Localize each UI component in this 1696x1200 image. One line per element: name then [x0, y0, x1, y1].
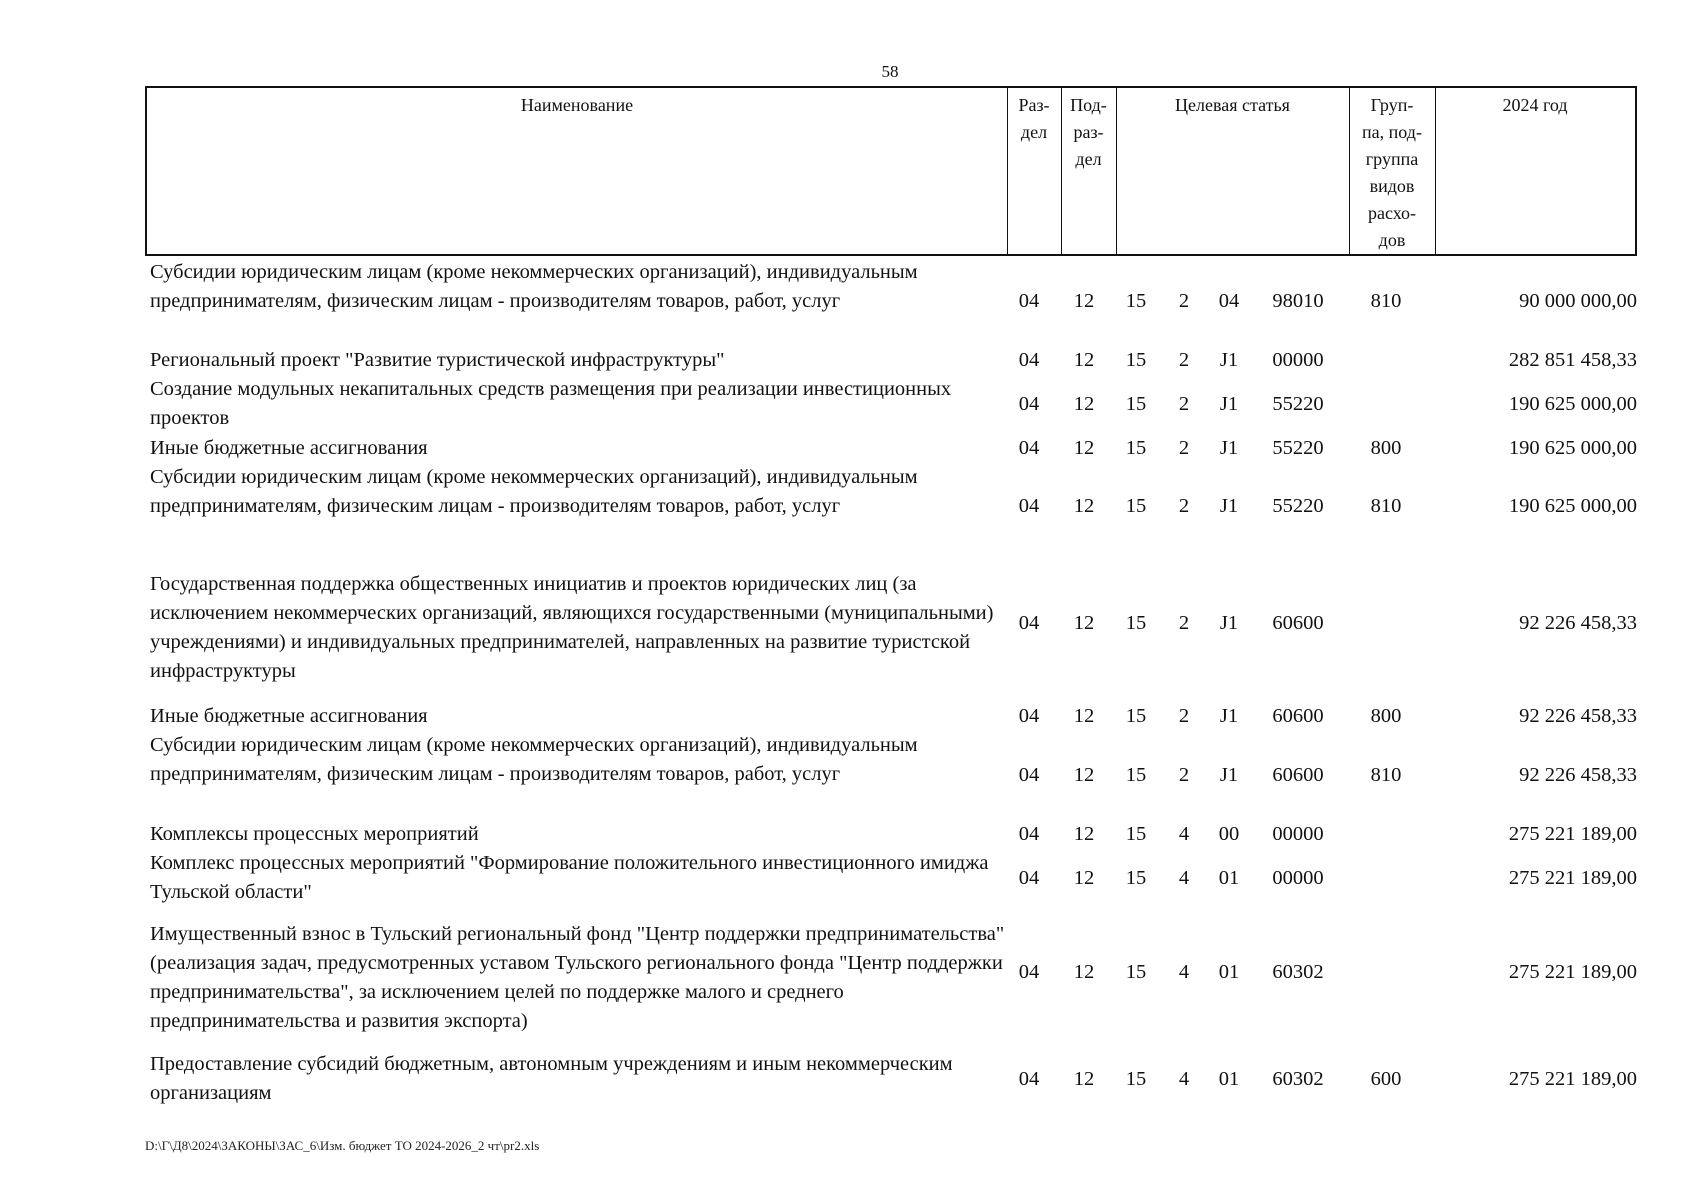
program-code-cell: 15 [1125, 866, 1147, 889]
direction-code-cell: 60600 [1272, 704, 1324, 727]
subsection-cell: 12 [1073, 961, 1095, 983]
section-cell: 04 [1018, 611, 1040, 634]
table-row [0, 346, 1696, 374]
subsection-cell: 12 [1073, 392, 1095, 415]
amount-cell: 282 851 458,33 [1508, 348, 1637, 371]
direction-code-cell: 55220 [1272, 436, 1324, 459]
project-code-cell: J1 [1219, 495, 1239, 517]
amount-cell: 92 226 458,33 [1519, 704, 1637, 727]
direction-code-cell: 00000 [1272, 348, 1324, 371]
subprogram-code-cell: 2 [1178, 436, 1190, 459]
section-cell: 04 [1018, 763, 1040, 786]
subsection-cell: 12 [1073, 763, 1095, 786]
row-name: Комплексы процессных мероприятий [150, 823, 479, 845]
table-header [145, 86, 1637, 256]
subprogram-code-cell: 4 [1178, 1068, 1190, 1090]
direction-code-cell: 00000 [1272, 822, 1324, 845]
expense-group-cell: 800 [1370, 704, 1402, 727]
project-code-cell: 01 [1218, 1068, 1240, 1090]
table-row [0, 258, 1696, 345]
subsection-cell: 12 [1073, 290, 1095, 312]
expense-group-cell: 800 [1370, 436, 1402, 459]
direction-code-cell: 55220 [1272, 495, 1324, 517]
direction-code-cell: 00000 [1272, 866, 1324, 889]
project-code-cell: J1 [1219, 763, 1239, 786]
section-cell: 04 [1018, 392, 1040, 415]
header-target-article: Целевая статья [1175, 95, 1290, 115]
direction-code-cell: 60302 [1272, 961, 1324, 983]
program-code-cell: 15 [1125, 436, 1147, 459]
expense-group-cell: 600 [1370, 1068, 1402, 1090]
subsection-cell: 12 [1073, 436, 1095, 459]
direction-code-cell: 55220 [1272, 392, 1324, 415]
file-path-footer: D:\Г\Д8\2024\ЗАКОНЫ\ЗАС_6\Изм. бюджет ТО 2024-2026_2 чт\pr2.xls [145, 1138, 540, 1153]
row-name: Иные бюджетные ассигнования [150, 437, 428, 459]
header-year: 2024 год [1502, 95, 1568, 115]
section-cell: 04 [1018, 1068, 1040, 1090]
table-row [0, 553, 1696, 693]
table-row [0, 1042, 1696, 1117]
expense-group-cell: 810 [1370, 763, 1402, 786]
expense-group-cell [1351, 820, 1421, 848]
project-code-cell: 00 [1218, 822, 1240, 845]
subsection-cell: 12 [1073, 866, 1095, 889]
direction-code-cell: 60600 [1272, 611, 1324, 634]
amount-cell: 275 221 189,00 [1508, 961, 1637, 983]
project-code-cell: J1 [1219, 348, 1239, 371]
subsection-cell: 12 [1073, 611, 1095, 634]
table-row [0, 702, 1696, 730]
subprogram-code-cell: 2 [1178, 392, 1190, 415]
header-section: Раз- дел [1018, 95, 1050, 142]
section-cell: 04 [1018, 348, 1040, 371]
section-cell: 04 [1018, 436, 1040, 459]
subprogram-code-cell: 4 [1178, 866, 1190, 889]
project-code-cell: J1 [1219, 704, 1239, 727]
section-cell: 04 [1018, 961, 1040, 983]
row-name: Субсидии юридическим лицам (кроме некоммерческих организаций), индивидуальным предпринимателям, физическим лицам - производителям товаров, работ, услуг [150, 734, 918, 785]
program-code-cell: 15 [1125, 1068, 1147, 1090]
row-name: Комплекс процессных мероприятий "Формирование положительного инвестиционного имиджа Тульской области" [150, 852, 989, 903]
row-name: Субсидии юридическим лицам (кроме некоммерческих организаций), индивидуальным предпринимателям, физическим лицам - производителям товаров, работ, услуг [150, 261, 918, 312]
subprogram-code-cell: 2 [1178, 290, 1190, 312]
section-cell: 04 [1018, 290, 1040, 312]
expense-group-cell [1351, 553, 1421, 693]
program-code-cell: 15 [1125, 822, 1147, 845]
subprogram-code-cell: 2 [1178, 704, 1190, 727]
program-code-cell: 15 [1125, 961, 1147, 983]
subprogram-code-cell: 4 [1178, 822, 1190, 845]
section-cell: 04 [1018, 495, 1040, 517]
program-code-cell: 15 [1125, 392, 1147, 415]
table-row [0, 910, 1696, 1035]
subsection-cell: 12 [1073, 348, 1095, 371]
program-code-cell: 15 [1125, 495, 1147, 517]
direction-code-cell: 60600 [1272, 763, 1324, 786]
expense-group-cell [1351, 849, 1421, 907]
amount-cell: 92 226 458,33 [1519, 763, 1637, 786]
amount-cell: 190 625 000,00 [1508, 436, 1637, 459]
expense-group-cell: 810 [1370, 495, 1402, 517]
amount-cell: 92 226 458,33 [1519, 611, 1637, 634]
table-row [0, 375, 1696, 433]
header-subsection: Под- раз- дел [1070, 95, 1107, 169]
subprogram-code-cell: 2 [1178, 348, 1190, 371]
row-name: Государственная поддержка общественных инициатив и проектов юридических лиц (за исключением некоммерческих организаций, являющихся государственными (муниципальными) учреждениями) и индивидуальных предпринимателей, направленных на развитие туристской инфраструктуры [150, 573, 994, 682]
expense-group-cell [1351, 346, 1421, 374]
project-code-cell: 04 [1218, 290, 1240, 312]
table-row [0, 434, 1696, 462]
subsection-cell: 12 [1073, 495, 1095, 517]
program-code-cell: 15 [1125, 348, 1147, 371]
subprogram-code-cell: 4 [1178, 961, 1190, 983]
amount-cell: 275 221 189,00 [1508, 822, 1637, 845]
amount-cell: 190 625 000,00 [1508, 392, 1637, 415]
subsection-cell: 12 [1073, 822, 1095, 845]
table-row [0, 463, 1696, 550]
project-code-cell: J1 [1219, 611, 1239, 634]
program-code-cell: 15 [1125, 704, 1147, 727]
row-name: Иные бюджетные ассигнования [150, 705, 428, 727]
amount-cell: 190 625 000,00 [1508, 495, 1637, 517]
row-name: Предоставление субсидий бюджетным, автономным учреждениям и иным некоммерческим организациям [150, 1053, 953, 1104]
expense-group-cell [1351, 910, 1421, 1035]
direction-code-cell: 60302 [1272, 1068, 1324, 1090]
project-code-cell: J1 [1219, 436, 1239, 459]
subsection-cell: 12 [1073, 704, 1095, 727]
subprogram-code-cell: 2 [1178, 763, 1190, 786]
expense-group-cell [1351, 375, 1421, 433]
row-name: Имущественный взнос в Тульский региональный фонд "Центр поддержки предпринимательства" (реализация задач, предусмотренных уставом Тульского регионального фонда "Центр поддержки предпринимательства", за исключением целей по поддержке малого и среднего предпринимательства и развития экспорта) [150, 923, 1005, 1032]
amount-cell: 275 221 189,00 [1508, 866, 1637, 889]
program-code-cell: 15 [1125, 763, 1147, 786]
project-code-cell: 01 [1218, 866, 1240, 889]
subprogram-code-cell: 2 [1178, 611, 1190, 634]
amount-cell: 90 000 000,00 [1519, 290, 1637, 312]
table-row [0, 849, 1696, 907]
row-name: Региональный проект "Развитие туристической инфраструктуры" [150, 349, 725, 371]
table-row [0, 731, 1696, 819]
table-row [0, 820, 1696, 848]
expense-group-cell: 810 [1370, 290, 1402, 312]
amount-cell: 275 221 189,00 [1508, 1068, 1637, 1090]
header-name: Наименование [520, 95, 634, 115]
section-cell: 04 [1018, 866, 1040, 889]
project-code-cell: J1 [1219, 392, 1239, 415]
section-cell: 04 [1018, 822, 1040, 845]
subsection-cell: 12 [1073, 1068, 1095, 1090]
direction-code-cell: 98010 [1272, 290, 1324, 312]
section-cell: 04 [1018, 704, 1040, 727]
program-code-cell: 15 [1125, 611, 1147, 634]
row-name: Субсидии юридическим лицам (кроме некоммерческих организаций), индивидуальным предпринимателям, физическим лицам - производителям товаров, работ, услуг [150, 466, 918, 517]
project-code-cell: 01 [1218, 961, 1240, 983]
page-number: 58 [881, 62, 899, 81]
header-expense-group: Груп- па, под- группа видов расхо- дов [1362, 95, 1422, 250]
program-code-cell: 15 [1125, 290, 1147, 312]
subprogram-code-cell: 2 [1178, 495, 1190, 517]
row-name: Создание модульных некапитальных средств размещения при реализации инвестиционных проектов [150, 378, 952, 429]
